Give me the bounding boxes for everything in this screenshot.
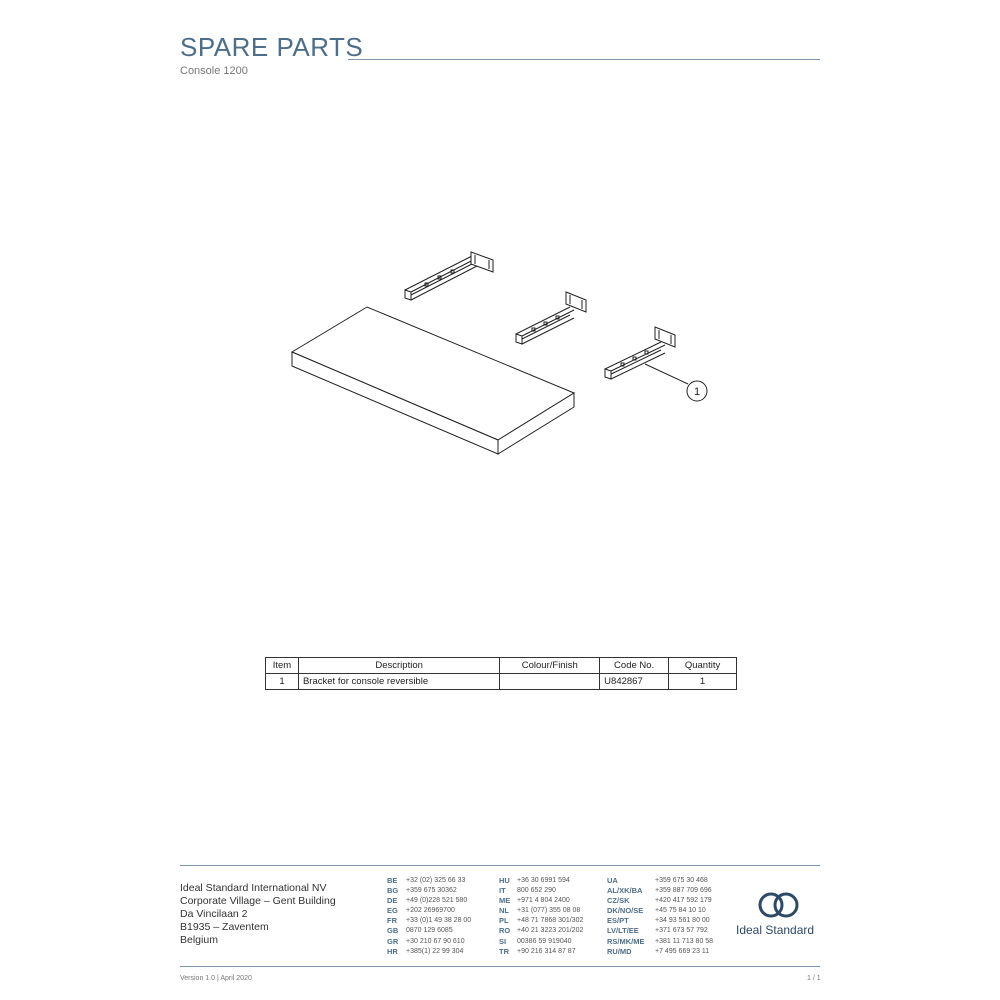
phone-number: +30 210 67 90 610 — [406, 937, 465, 945]
country-code: CZ/SK — [607, 896, 630, 906]
parts-table — [265, 657, 737, 690]
country-code: EG — [387, 906, 398, 916]
country-code: IT — [499, 886, 506, 896]
header-code-no: Code No. — [600, 658, 669, 674]
cell-item: 1 — [266, 674, 299, 690]
phone-number: +32 (02) 325 66 33 — [406, 877, 466, 884]
address-line: Ideal Standard International NV — [180, 882, 327, 894]
table-header-row — [266, 658, 737, 674]
phone-number: +33 (0)1 49 38 28 00 — [406, 917, 472, 925]
country-code: AL/XK/BA — [607, 886, 643, 896]
country-code: RO — [499, 926, 511, 936]
contact-row — [607, 926, 713, 936]
contact-row — [499, 886, 583, 896]
country-code: BE — [387, 876, 398, 885]
bracket-2 — [516, 292, 586, 344]
contact-row — [607, 906, 713, 916]
country-code: FR — [387, 916, 397, 926]
version-info: Version 1.0 | April 2020 — [180, 975, 252, 982]
country-code: TR — [499, 946, 509, 956]
contact-row — [387, 947, 471, 957]
address-line: Belgium — [180, 934, 218, 946]
phone-number: +359 887 709 696 — [655, 887, 712, 895]
contact-row — [387, 896, 471, 906]
phone-number: +31 (077) 355 08 08 — [517, 907, 581, 915]
contacts-column-2 — [499, 876, 583, 957]
header-colour-finish: Colour/Finish — [500, 658, 600, 674]
page-number: 1 / 1 — [807, 975, 821, 982]
country-code: ME — [499, 896, 511, 906]
contact-row — [387, 886, 471, 896]
logo-rings-icon — [757, 890, 801, 920]
contact-row — [607, 937, 713, 947]
contact-row — [387, 916, 471, 926]
country-code: BG — [387, 886, 399, 896]
contact-row — [499, 937, 583, 947]
country-code: DE — [387, 896, 398, 906]
phone-number: +45 75 84 10 10 — [655, 907, 706, 915]
contact-row — [499, 916, 583, 926]
contact-row — [607, 886, 713, 896]
address-line: B1935 – Zaventem — [180, 921, 269, 933]
cell-colour-finish — [500, 674, 600, 690]
cell-code-no: U842867 — [600, 674, 669, 690]
country-code: HU — [499, 876, 510, 885]
address-line: Corporate Village – Gent Building — [180, 895, 336, 907]
phone-number: +971 4 804 2400 — [517, 897, 570, 905]
phone-number: +420 417 592 179 — [655, 897, 712, 905]
phone-number: +371 673 57 792 — [655, 927, 708, 935]
ideal-standard-logo — [736, 890, 822, 937]
title-divider — [348, 59, 820, 60]
phone-number: +36 30 6991 594 — [517, 877, 570, 884]
phone-number: +34 93 561 80 00 — [655, 917, 710, 925]
bracket-3 — [605, 327, 675, 379]
country-code: UA — [607, 876, 618, 885]
country-code: HR — [387, 946, 398, 956]
contact-row — [499, 926, 583, 936]
contacts-column-1 — [387, 876, 471, 957]
contacts-column-3 — [607, 876, 713, 957]
contact-row — [499, 947, 583, 957]
phone-number: 00386 59 919040 — [517, 937, 572, 945]
phone-number: +385(1) 22 99 304 — [406, 947, 464, 955]
contact-row — [499, 906, 583, 916]
phone-number: +202 26969700 — [406, 907, 455, 915]
phone-number: +40 21 3223 201/202 — [517, 927, 584, 935]
phone-number: +48 71 7868 301/302 — [517, 917, 584, 925]
country-code: DK/NO/SE — [607, 906, 644, 916]
country-code: NL — [499, 906, 509, 916]
contact-row — [607, 876, 713, 886]
phone-number: +7 495 669 23 11 — [655, 947, 710, 955]
country-code: PL — [499, 916, 509, 926]
callout-label: 1 — [693, 386, 701, 398]
contact-row — [387, 926, 471, 936]
contact-row — [607, 916, 713, 926]
page-title: SPARE PARTS — [180, 32, 364, 62]
phone-number: +49 (0)228 521 580 — [406, 897, 468, 905]
country-code: GB — [387, 926, 399, 936]
contact-row — [499, 896, 583, 906]
contact-row — [387, 906, 471, 916]
country-code: SI — [499, 936, 507, 946]
contact-row — [499, 876, 583, 886]
phone-number: 0870 129 6085 — [406, 927, 453, 935]
exploded-drawing — [260, 235, 740, 485]
cell-quantity: 1 — [669, 674, 737, 690]
country-code: ES/PT — [607, 916, 629, 926]
header-quantity: Quantity — [669, 658, 737, 674]
callout-leader — [645, 364, 688, 384]
header-item: Item — [266, 658, 299, 674]
country-code: RS/MK/ME — [607, 936, 645, 946]
footer-divider-bottom — [180, 966, 820, 967]
phone-number: 800 652 290 — [517, 887, 556, 895]
footer-divider-top — [180, 865, 820, 866]
phone-number: +359 675 30 468 — [655, 877, 708, 884]
page-subtitle: Console 1200 — [180, 65, 248, 77]
contact-row — [387, 937, 471, 947]
address-line: Da Vincilaan 2 — [180, 908, 248, 920]
country-code: GR — [387, 936, 399, 946]
phone-number: +381 11 713 80 58 — [655, 937, 714, 945]
table-row — [266, 674, 737, 690]
contact-row — [387, 876, 471, 886]
header-description: Description — [298, 658, 499, 674]
country-code: RU/MD — [607, 946, 632, 956]
phone-number: +90 216 314 87 87 — [517, 947, 576, 955]
logo-text: Ideal Standard — [736, 923, 815, 937]
country-code: LV/LT/EE — [607, 926, 639, 936]
bracket-1 — [405, 252, 493, 300]
cell-description: Bracket for console reversible — [298, 674, 499, 690]
contact-row — [607, 947, 713, 957]
company-address — [180, 882, 336, 947]
contact-row — [607, 896, 713, 906]
phone-number: +359 675 30362 — [406, 887, 457, 895]
